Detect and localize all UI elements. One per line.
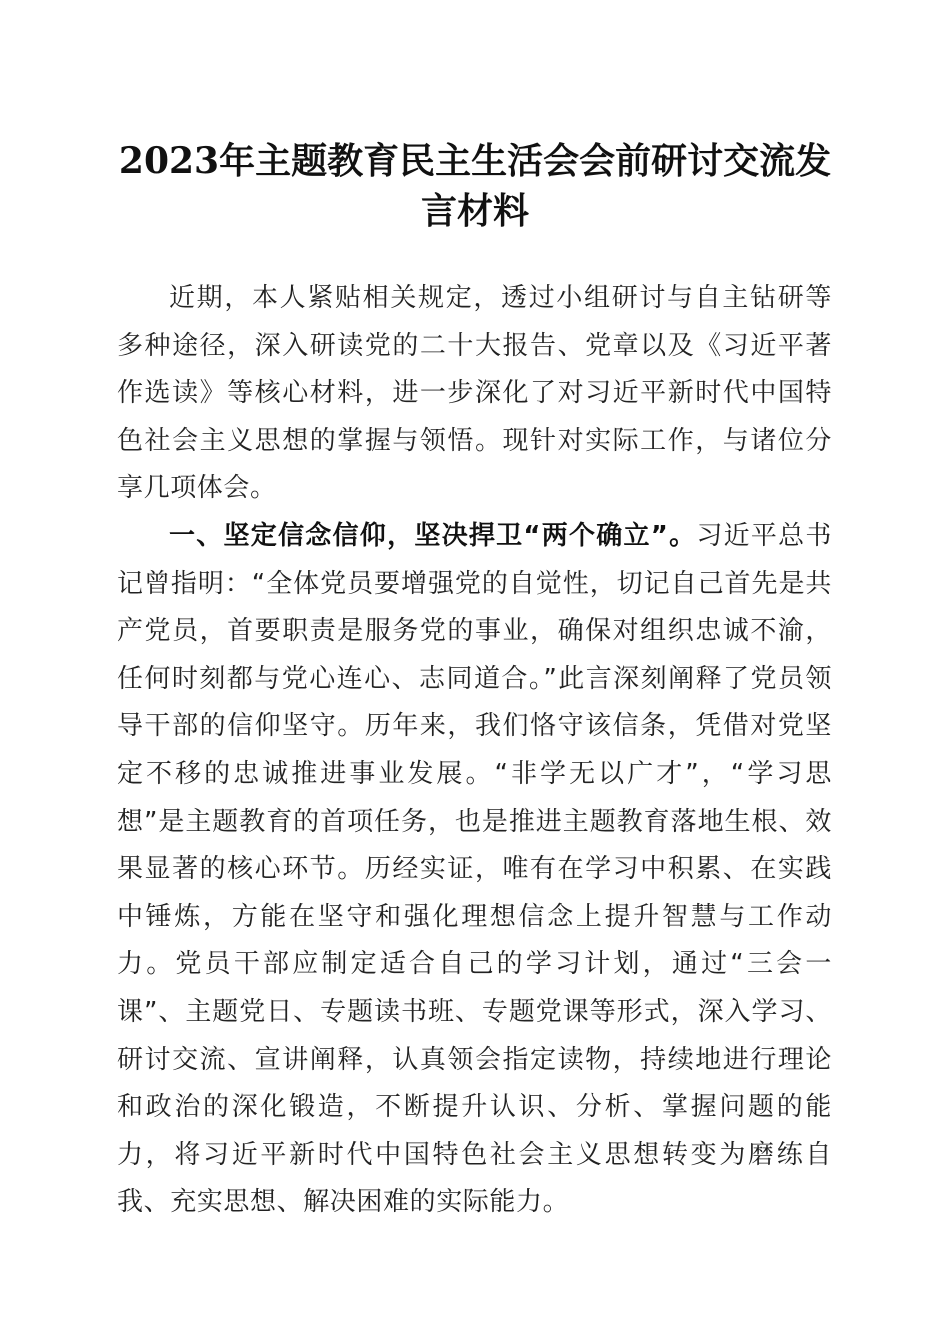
section-1-paragraph <box>117 513 832 1227</box>
document-title-line-1: 2023年主题教育民主生活会会前研讨交流发 <box>118 140 832 182</box>
section-1-text: 习近平总书记曾指明：“全体党员要增强党的自觉性，切记自己首先是共产党员，首要职责是服务党的事业，确保对组织忠诚不渝，任何时刻都与党心连心、志同道合。”此言深刻阐释了党员领导干部的信仰坚守。历年来，我们恪守该信条，凭借对党坚定不移的忠诚推进事业发展。“非学无以广才”，“学习思想”是主题教育的首项任务，也是推进主题教育落地生根、效果显著的核心环节。历经实证，唯有在学习中积累、在实践中锤炼，方能在坚守和强化理想信念上提升智慧与工作动力。党员干部应制定适合自己的学习计划，通过“三会一课”、主题党日、专题读书班、专题党课等形式，深入学习、研讨交流、宣讲阐释，认真领会指定读物，持续地进行理论和政治的深化锻造，不断提升认识、分析、掌握问题的能力，将习近平新时代中国特色社会主义思想转变为磨练自我、充实思想、解决困难的实际能力。 <box>117 520 832 1218</box>
intro-paragraph <box>117 275 832 513</box>
document-body <box>117 275 832 1227</box>
intro-paragraph-text: 近期，本人紧贴相关规定，透过小组研讨与自主钻研等多种途径，深入研读党的二十大报告、党章以及《习近平著作选读》等核心材料，进一步深化了对习近平新时代中国特色社会主义思想的掌握与领悟。现针对实际工作，与诸位分享几项体会。 <box>117 283 832 504</box>
document-title <box>110 136 840 236</box>
document-title-line-2: 言材料 <box>420 190 529 232</box>
section-1-heading: 一、坚定信念信仰，坚决捍卫“两个确立”。 <box>169 520 697 551</box>
